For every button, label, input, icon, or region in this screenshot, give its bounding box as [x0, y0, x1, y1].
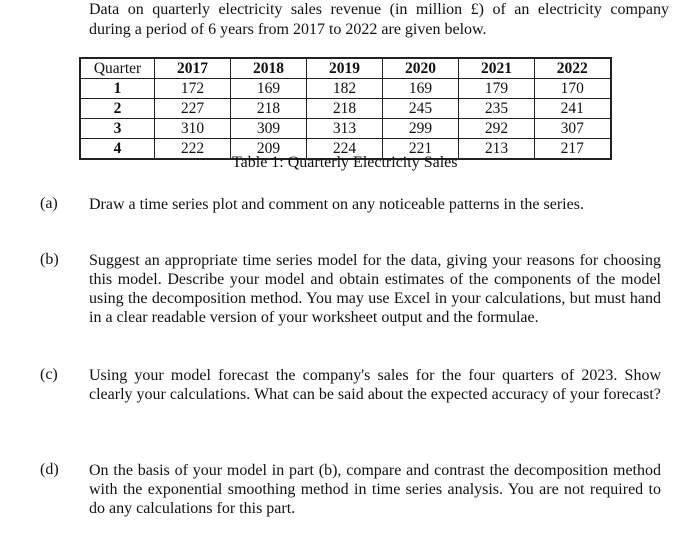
value-cell: 307: [535, 119, 611, 139]
intro-line-2: during a period of 6 years from 2017 to 2022 are given below.: [89, 21, 487, 38]
value-cell: 241: [535, 99, 611, 119]
question-b-label: (b): [40, 251, 59, 268]
question-b-text: Suggest an appropriate time series model for the data, giving your reasons for choosing this model. Describe your model and obtain estimates of the components of the model using the decomposition method. You may use Excel in your calculations, but must hand in a clear readable version of your worksheet output and the formulae.: [89, 252, 661, 326]
table-header-row: [80, 58, 611, 79]
value-cell: 209: [231, 139, 307, 160]
quarter-cell: 4: [80, 139, 155, 160]
question-a-label: (a): [40, 195, 58, 212]
value-cell: 222: [155, 139, 231, 160]
value-cell: 227: [155, 99, 231, 119]
value-cell: 292: [459, 119, 535, 139]
table-caption: Table 1: Quarterly Electricity Sales: [232, 154, 458, 171]
header-quarter: Quarter: [80, 58, 155, 79]
header-year: 2018: [231, 58, 307, 79]
value-cell: 224: [307, 139, 383, 160]
table-row: [80, 119, 611, 139]
value-cell: 169: [383, 79, 459, 99]
header-year: 2020: [383, 58, 459, 79]
value-cell: 218: [307, 99, 383, 119]
value-cell: 221: [383, 139, 459, 160]
value-cell: 172: [155, 79, 231, 99]
quarter-cell: 2: [80, 99, 155, 119]
header-year: 2017: [155, 58, 231, 79]
table-row: [80, 99, 611, 119]
quarter-cell: 1: [80, 79, 155, 99]
question-d-text: On the basis of your model in part (b), compare and contrast the decomposition method with the exponential smoothing method in time series analysis. You are not required to do any calculations for this part.: [89, 462, 661, 517]
value-cell: 245: [383, 99, 459, 119]
value-cell: 182: [307, 79, 383, 99]
value-cell: 299: [383, 119, 459, 139]
intro-line-1: Data on quarterly electricity sales revenue (in million £) of an electricity company: [89, 1, 669, 18]
question-c-text: Using your model forecast the company's sales for the four quarters of 2023. Show clearly your calculations. What can be said about the expected accuracy of your forecast?: [89, 367, 661, 403]
question-a-text: Draw a time series plot and comment on any noticeable patterns in the series.: [89, 196, 584, 213]
value-cell: 309: [231, 119, 307, 139]
value-cell: 169: [231, 79, 307, 99]
question-c-label: (c): [40, 366, 58, 383]
value-cell: 213: [459, 139, 535, 160]
value-cell: 217: [535, 139, 611, 160]
value-cell: 179: [459, 79, 535, 99]
quarterly-sales-table: [79, 57, 612, 160]
intro-paragraph: [89, 0, 669, 40]
header-year: 2022: [535, 58, 611, 79]
value-cell: 235: [459, 99, 535, 119]
table-row: [80, 79, 611, 99]
header-year: 2019: [307, 58, 383, 79]
value-cell: 313: [307, 119, 383, 139]
value-cell: 170: [535, 79, 611, 99]
value-cell: 310: [155, 119, 231, 139]
question-d-label: (d): [40, 461, 59, 478]
header-year: 2021: [459, 58, 535, 79]
value-cell: 218: [231, 99, 307, 119]
quarter-cell: 3: [80, 119, 155, 139]
